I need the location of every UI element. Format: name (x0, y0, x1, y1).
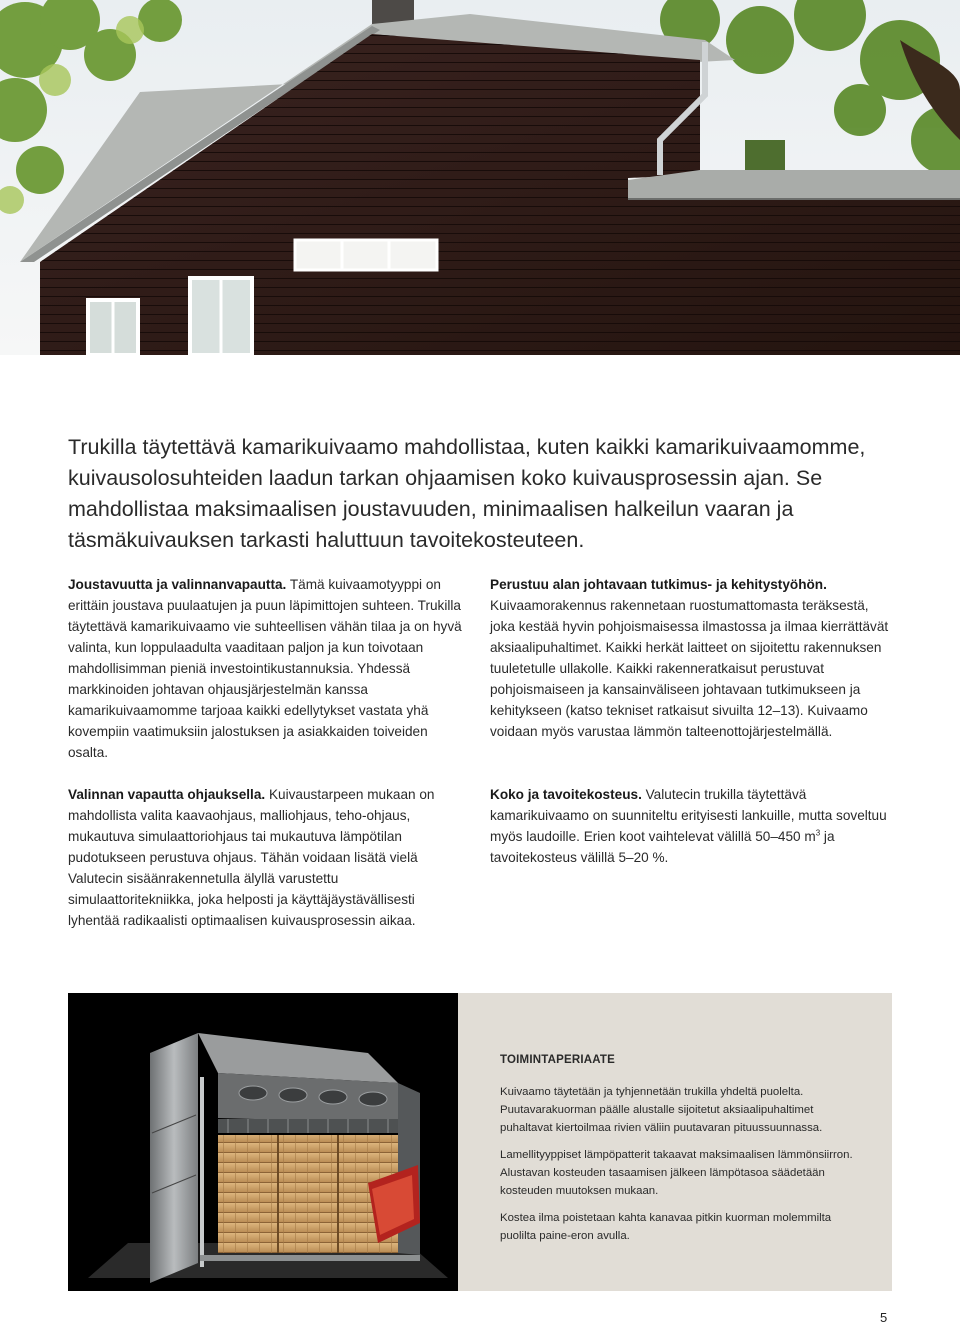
principle-paragraph: Kostea ilma poistetaan kahta kanavaa pitkin kuorman molemmilta puolilta paine-eron avulla. (500, 1212, 832, 1242)
section-control-heading: Valinnan vapautta ohjauksella. (68, 787, 266, 802)
section-flexibility-body: Tämä kuivaamotyyppi on erittäin joustava puulaatujen ja puun läpimittojen suhteen. Trukilla täytettävä kamarikuivaamo vie suhteellisen vähän tilaa ja on hyvä valinta, kun loppulaadulta vaaditaan paljon ja kun toivotaan mahdollisimman pieniä investointikustannuksia. Yhdessä markkinoiden johtavan ohjausjärjestelmän kanssa kamarikuivaamomme tarjoaa kaikki edellytykset vastata yhä kovempiin vaatimuksiin jalostuksen ja asiakkaiden toiveiden osalta. (68, 577, 462, 760)
section-size-heading: Koko ja tavoitekosteus. (490, 787, 642, 802)
principle-paragraph: Kuivaamo täytetään ja tyhjennetään trukilla yhdeltä puolelta. Puutavarakuorman päälle alustalle sijoitetut aksiaalipuhaltimet puhaltavat kiertoilmaa rivien väliin puutavaran pituussuunnassa. (500, 1086, 823, 1134)
dark-wooden-house-photo (0, 0, 960, 355)
house-photo (0, 0, 960, 355)
section-flexibility-text (68, 574, 468, 763)
principle-panel (68, 993, 892, 1291)
section-control-body: Kuivaustarpeen mukaan on mahdollista valita kaavaohjaus, malliohjaus, teho-ohjaus, mukautuva simulaattoriohjaus tai mukautuva lämpötilan pudotukseen perustuva ohjaus. Tähän voidaan lisätä vielä Valutecin sisäänrakennetulla älyllä varustettu simulaattoritekniikka, joka helposti ja käyttäjäystävällisesti lyhentää radikaalisti optimaalisen kuivausprosessin aikaa. (68, 787, 435, 928)
section-control (68, 784, 468, 931)
section-research-body: Kuivaamorakennus rakennetaan ruostumattomasta teräksestä, joka kestää hyvin pohjoismaisessa ilmastossa ja ilmaa kierrättävät aksiaalipuhaltimet. Kaikki herkät laitteet on sijoitettu rakennuksen tuuletetulle ullakolle. Kaikki rakenneratkaisut perustuvat pohjoismaiseen ja kansainväliseen johtavaan tutkimukseen ja kehitykseen (katso tekniset ratkaisut sivuilta 12–13). Kuivaamo voidaan myös varustaa lämmön talteenottojärjestelmällä. (490, 598, 889, 739)
section-flexibility (68, 574, 468, 763)
section-size-body: Valutecin trukilla täytettävä kamarikuivaamo on suunniteltu erityisesti lankuille, mutta soveltuu myös laudoille. Erien koot vaihtelevat välillä 50–450 m (490, 787, 887, 844)
kiln-cutaway-illustration (68, 993, 458, 1291)
kiln-illustration-icon (68, 993, 458, 1291)
section-research-text (490, 574, 890, 742)
principle-title: TOIMINTAPERIAATE (500, 1054, 616, 1066)
section-control-text (68, 784, 468, 931)
section-flexibility-heading: Joustavuutta ja valinnanvapautta. (68, 577, 287, 592)
section-size-tail: ja tavoitekosteus välillä 5–20 %. (490, 829, 835, 865)
principle-paragraph: Lamellityyppiset lämpöpatterit takaavat maksimaalisen lämmönsiirron. Alustavan kosteuden tasaamisen jälkeen lämpötasoa säädetään kosteuden muutoksen mukaan. (500, 1149, 853, 1197)
section-size-text (490, 784, 890, 868)
cubic-superscript: 3 (815, 828, 821, 838)
lead-paragraph: Trukilla täytettävä kamarikuivaamo mahdollistaa, kuten kaikki kamarikuivaamomme, kuivausolosuhteiden laadun tarkan ohjaamisen koko kuivausprosessin ajan. Se mahdollistaa maksimaalisen joustavuuden, minimaalisen halkeilun vaaran ja täsmäkuivauksen tarkasti haluttuun tavoitekosteuteen. (68, 435, 866, 552)
section-research (490, 574, 890, 742)
section-size (490, 784, 890, 868)
principle-text (500, 1051, 860, 1254)
section-research-heading: Perustuu alan johtavaan tutkimus- ja kehitystyöhön. (490, 577, 827, 592)
page-number: 5 (880, 1310, 888, 1325)
